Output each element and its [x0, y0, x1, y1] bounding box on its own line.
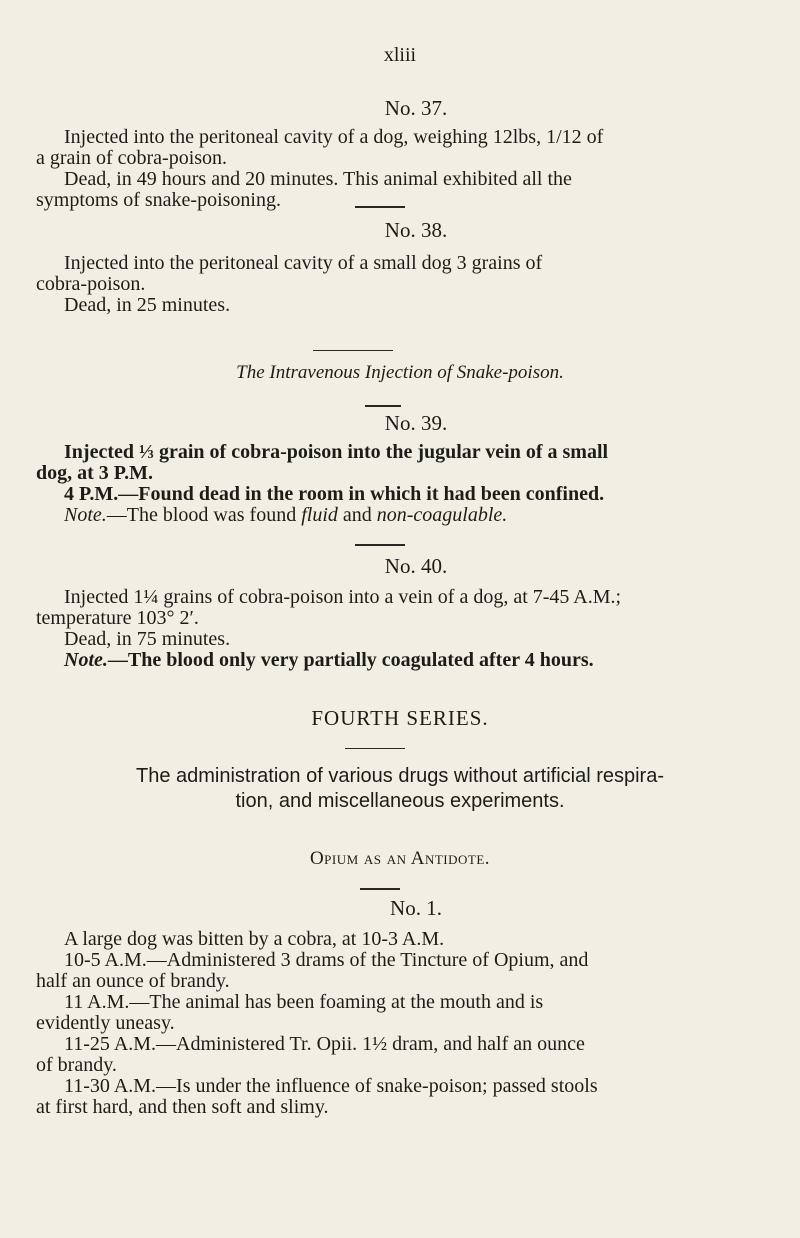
note-emphasis: fluid: [301, 504, 338, 526]
divider: [345, 748, 405, 749]
divider: [355, 206, 405, 208]
note-line: [36, 650, 756, 671]
experiment-heading: No. 39.: [384, 411, 448, 435]
paragraph-line: Injected 1¼ grains of cobra-poison into a vein of a dog, at 7-45 A.M.;: [64, 586, 622, 608]
note-line: [36, 505, 756, 526]
paragraph-line: Injected into the peritoneal cavity of a dog, weighing 12lbs, 1/12 of: [64, 126, 604, 148]
note-label: Note.: [64, 504, 107, 526]
note-text: and: [337, 504, 377, 526]
series-title: FOURTH SERIES.: [311, 706, 489, 730]
divider: [365, 405, 401, 407]
experiment-1: [36, 896, 756, 1118]
page-number: xliii: [383, 44, 417, 66]
experiment-37: [36, 96, 756, 211]
paragraph-line: evidently uneasy.: [36, 1012, 175, 1034]
note-text: —The blood was found: [106, 504, 302, 526]
paragraph-line: Dead, in 75 minutes.: [64, 628, 231, 650]
paragraph-line: A large dog was bitten by a cobra, at 10-3 A.M.: [64, 928, 445, 950]
paragraph-line: 11 A.M.—The animal has been foaming at the mouth and is: [64, 991, 544, 1013]
paragraph-line: Dead, in 49 hours and 20 minutes. This animal exhibited all the: [64, 168, 572, 190]
paragraph-line: 11-25 A.M.—Administered Tr. Opii. 1½ dram, and half an ounce: [64, 1033, 585, 1055]
divider: [360, 888, 400, 890]
series-subtitle-line: The administration of various drugs without artificial respira-: [136, 765, 664, 787]
note-emphasis: non-coagulable.: [376, 504, 508, 526]
series-subtitle-line: tion, and miscellaneous experiments.: [235, 790, 565, 812]
paragraph-line: Dead, in 25 minutes.: [64, 294, 231, 316]
note-text: —The blood only very partially coagulated after 4 hours.: [107, 649, 594, 671]
note-label: Note.: [64, 649, 108, 671]
experiment-heading: No. 40.: [384, 554, 448, 578]
paragraph-line: half an ounce of brandy.: [36, 970, 230, 992]
experiment-39: [36, 411, 756, 526]
paragraph-line: symptoms of snake-poisoning.: [36, 189, 281, 211]
paragraph-line: temperature 103° 2′.: [36, 607, 199, 629]
series-subtitle: [0, 764, 800, 814]
paragraph-line: Injected ⅓ grain of cobra-poison into the jugular vein of a small: [64, 441, 609, 463]
divider: [355, 544, 405, 546]
section-heading: The Intravenous Injection of Snake-poison.: [236, 362, 564, 383]
paragraph-line: 10-5 A.M.—Administered 3 drams of the Tincture of Opium, and: [64, 949, 589, 971]
divider: [313, 350, 393, 351]
experiment-heading: No. 1.: [390, 896, 442, 920]
paragraph-line: Injected into the peritoneal cavity of a small dog 3 grains of: [64, 252, 543, 274]
paragraph-line: a grain of cobra-poison.: [36, 147, 228, 169]
experiment-heading: No. 38.: [384, 218, 448, 242]
experiment-38: [36, 218, 756, 316]
experiment-40: [36, 554, 756, 671]
paragraph-line: of brandy.: [36, 1054, 117, 1076]
paragraph-line: at first hard, and then soft and slimy.: [36, 1096, 329, 1118]
subsection-heading: Opium as an Antidote.: [309, 848, 491, 869]
paragraph-line: dog, at 3 P.M.: [36, 462, 154, 484]
experiment-heading: No. 37.: [384, 96, 448, 120]
paragraph-line: 4 P.M.—Found dead in the room in which it had been confined.: [64, 483, 605, 505]
paragraph-line: cobra-poison.: [36, 273, 146, 295]
paragraph-line: 11-30 A.M.—Is under the influence of snake-poison; passed stools: [64, 1075, 598, 1097]
